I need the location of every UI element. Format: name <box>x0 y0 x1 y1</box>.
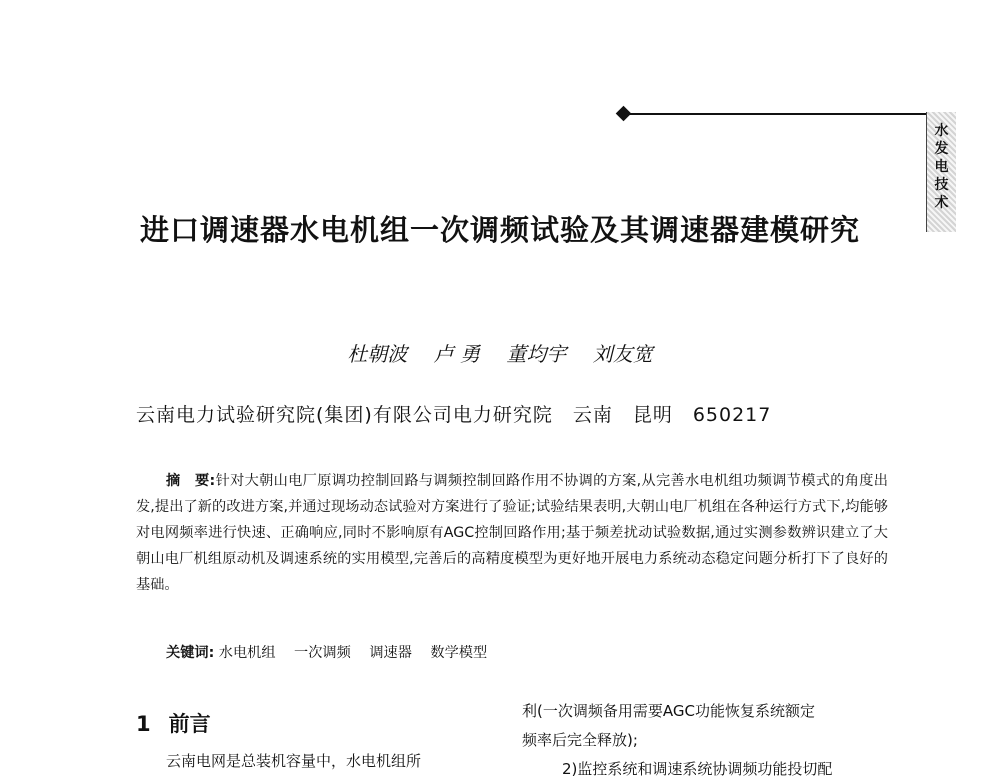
right-column-line: 利(一次调频备用需要AGC功能恢复系统额定 <box>522 702 815 720</box>
keywords-label: 关键词: <box>166 645 215 661</box>
abstract <box>136 468 888 598</box>
keywords <box>166 642 501 662</box>
side-tab-char: 发 <box>934 141 949 157</box>
side-tab-char: 术 <box>934 195 949 211</box>
left-column-text: 云南电网是总装机容量中，水电机组所 <box>166 752 422 770</box>
abstract-text: 针对大朝山电厂原调功控制回路与调频控制回路作用不协调的方案,从完善水电机组功频调节模式的角度出发,提出了新的改进方案,并通过现场动态试验对方案进行了验证;试验结果表明,大朝山电厂机组在各种运行方式下,均能够对电网频率进行快速、正确响应,同时不影响原有AGC控制回路作用;基于频差扰动试验数据,通过实测参数辨识建立了大朝山电厂机组原动机及调速系统的实用模型,完善后的高精度模型为更好地开展电力系统动态稳定问题分析打下了良好的基础。 <box>136 473 888 593</box>
affiliation: 云南电力试验研究院(集团)有限公司电力研究院 云南 昆明 650217 <box>136 404 772 426</box>
author-name: 杜朝波 <box>347 342 408 366</box>
section-heading <box>136 708 211 738</box>
side-tab-char: 水 <box>934 123 949 139</box>
keyword: 水电机组 <box>218 645 276 661</box>
keyword: 数学模型 <box>430 645 488 661</box>
right-column-line: 2)监控系统和调速系统协调频功能投切配 <box>562 760 833 778</box>
section-number: 1 <box>136 712 151 736</box>
author-list <box>0 338 1000 367</box>
right-column-text <box>522 697 888 784</box>
side-tab-char: 电 <box>934 159 949 175</box>
author-name: 卢 勇 <box>433 342 480 366</box>
keyword: 调速器 <box>369 645 412 661</box>
section-title: 前言 <box>168 712 211 736</box>
right-column-line: 频率后完全释放); <box>522 731 638 749</box>
side-tab-char: 技 <box>934 177 949 193</box>
author-name: 董均宇 <box>506 342 567 366</box>
author-name: 刘友宽 <box>592 342 653 366</box>
abstract-label: 摘 要: <box>166 473 216 489</box>
keyword: 一次调频 <box>294 645 351 661</box>
header-rule-line <box>626 113 956 115</box>
header-rule-diamond <box>616 106 632 122</box>
paper-title: 进口调速器水电机组一次调频试验及其调速器建模研究 <box>139 213 860 247</box>
